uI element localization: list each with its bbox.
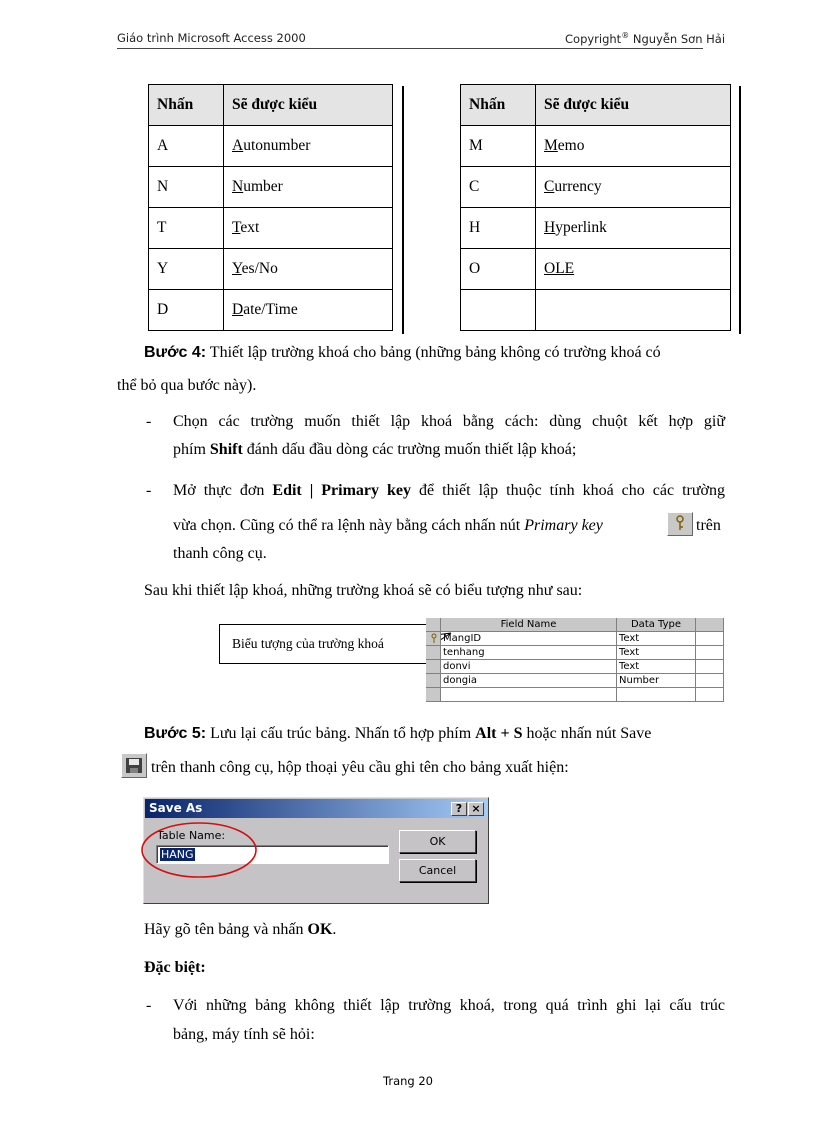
table-row bbox=[461, 126, 731, 167]
page-number: Trang 20 bbox=[383, 1074, 433, 1088]
table-header-cell: Nhấn bbox=[461, 85, 536, 126]
highlight-ellipse bbox=[139, 820, 261, 880]
key-table-right bbox=[460, 84, 731, 331]
table-header-cell: Nhấn bbox=[149, 85, 224, 126]
bullet3-line2: bảng, máy tính sẽ hỏi: bbox=[173, 1026, 315, 1043]
field-name-cell[interactable]: dongia bbox=[441, 674, 617, 688]
key-cell bbox=[461, 290, 536, 331]
grid-header-cell: Field Name bbox=[441, 618, 617, 632]
type-cell: Number bbox=[224, 167, 393, 208]
grid-cell bbox=[696, 688, 724, 702]
type-cell: Autonumber bbox=[224, 126, 393, 167]
bullet-dash: - bbox=[146, 997, 152, 1014]
field-grid bbox=[426, 618, 724, 706]
table-header-row bbox=[149, 85, 393, 126]
field-name-cell[interactable] bbox=[441, 688, 617, 702]
grid-cell bbox=[696, 646, 724, 660]
data-type-cell[interactable]: Number bbox=[617, 674, 696, 688]
after-dialog-text: Hãy gõ tên bảng và nhấn OK. bbox=[144, 921, 337, 938]
row-selector[interactable] bbox=[426, 688, 441, 702]
data-type-cell[interactable] bbox=[617, 688, 696, 702]
key-cell: C bbox=[461, 167, 536, 208]
type-cell: Text bbox=[224, 208, 393, 249]
key-cell: Y bbox=[149, 249, 224, 290]
grid-header-cell: Data Type bbox=[617, 618, 696, 632]
key-table-left bbox=[148, 84, 393, 331]
bullet2-line2-end: trên bbox=[696, 517, 721, 534]
data-type-cell[interactable]: Text bbox=[617, 660, 696, 674]
bullet3-line1: Với những bảng không thiết lập trường khoá, trong quá trình ghi lại cấu trúc bbox=[173, 997, 725, 1014]
key-cell: O bbox=[461, 249, 536, 290]
bullet2-line2: vừa chọn. Cũng có thể ra lệnh này bằng cách nhấn nút Primary key bbox=[173, 517, 603, 534]
bullet2-line3: thanh công cụ. bbox=[173, 545, 267, 562]
step4-line1: Bước 4: Thiết lập trường khoá cho bảng (những bảng không có trường khoá có bbox=[144, 344, 661, 361]
type-cell bbox=[536, 290, 731, 331]
table-name-value: HANG bbox=[161, 848, 194, 861]
step4-line2: thể bỏ qua bước này). bbox=[117, 377, 257, 394]
grid-corner bbox=[426, 618, 441, 632]
table-row bbox=[149, 126, 393, 167]
field-name-cell[interactable]: MangID bbox=[441, 632, 617, 646]
grid-header-cell bbox=[696, 618, 724, 632]
grid-cell bbox=[696, 674, 724, 688]
grid-cell bbox=[696, 632, 724, 646]
row-selector[interactable] bbox=[426, 660, 441, 674]
key-cell: H bbox=[461, 208, 536, 249]
floppy-disk-icon bbox=[122, 754, 146, 777]
step5-line2: trên thanh công cụ, hộp thoại yêu cầu ghi tên cho bảng xuất hiện: bbox=[151, 759, 569, 776]
save-toolbar-button[interactable] bbox=[121, 753, 147, 778]
bullet1-line2: phím Shift đánh dấu đầu dòng các trường muốn thiết lập khoá; bbox=[173, 441, 577, 458]
key-cell: D bbox=[149, 290, 224, 331]
dialog-title-bar bbox=[145, 799, 487, 818]
step5-line1: Bước 5: Lưu lại cấu trúc bảng. Nhấn tổ hợp phím Alt + S hoặc nhấn nút Save bbox=[144, 725, 652, 742]
type-cell: Memo bbox=[536, 126, 731, 167]
table-header-cell: Sẽ được kiểu bbox=[536, 85, 731, 126]
header-divider bbox=[117, 48, 703, 49]
row-selector[interactable] bbox=[426, 632, 441, 646]
table-row bbox=[461, 249, 731, 290]
grid-cell bbox=[696, 660, 724, 674]
header-right: Copyright® Nguyễn Sơn Hải bbox=[565, 31, 726, 46]
after-key-text: Sau khi thiết lập khoá, những trường khoá sẽ có biểu tượng như sau: bbox=[144, 582, 583, 599]
type-cell: Yes/No bbox=[224, 249, 393, 290]
key-icon bbox=[668, 513, 692, 535]
table-row bbox=[461, 167, 731, 208]
table-row bbox=[149, 208, 393, 249]
table-row bbox=[149, 167, 393, 208]
header-left: Giáo trình Microsoft Access 2000 bbox=[117, 31, 306, 45]
field-name-cell[interactable]: donvi bbox=[441, 660, 617, 674]
table-name-label: Table Name: bbox=[157, 829, 226, 842]
table-header-row bbox=[461, 85, 731, 126]
key-cell: M bbox=[461, 126, 536, 167]
primary-key-icon bbox=[428, 632, 440, 644]
special-heading: Đặc biệt: bbox=[144, 959, 206, 976]
table-shadow bbox=[739, 86, 741, 334]
data-type-cell[interactable]: Text bbox=[617, 646, 696, 660]
ok-button[interactable]: OK bbox=[399, 830, 476, 853]
row-selector[interactable] bbox=[426, 674, 441, 688]
bullet1-line1: Chọn các trường muốn thiết lập khoá bằng cách: dùng chuột kết hợp giữ bbox=[173, 413, 725, 430]
close-button[interactable]: × bbox=[468, 802, 484, 816]
table-row bbox=[149, 249, 393, 290]
type-cell: Currency bbox=[536, 167, 731, 208]
row-selector[interactable] bbox=[426, 646, 441, 660]
type-cell: OLE bbox=[536, 249, 731, 290]
key-cell: A bbox=[149, 126, 224, 167]
bullet-dash: - bbox=[146, 413, 152, 430]
dialog-title: Save As bbox=[149, 801, 203, 815]
help-button[interactable]: ? bbox=[451, 802, 467, 816]
table-row bbox=[461, 208, 731, 249]
key-icon-callout: Biểu tượng của trường khoá bbox=[219, 624, 429, 664]
cancel-button[interactable]: Cancel bbox=[399, 859, 476, 882]
data-type-cell[interactable]: Text bbox=[617, 632, 696, 646]
type-cell: Date/Time bbox=[224, 290, 393, 331]
key-cell: N bbox=[149, 167, 224, 208]
key-cell: T bbox=[149, 208, 224, 249]
table-row bbox=[149, 290, 393, 331]
field-name-cell[interactable]: tenhang bbox=[441, 646, 617, 660]
bullet2-line1: Mở thực đơn Edit | Primary key để thiết lập thuộc tính khoá cho các trường bbox=[173, 482, 726, 499]
type-cell: Hyperlink bbox=[536, 208, 731, 249]
bullet-dash: - bbox=[146, 482, 152, 499]
primary-key-toolbar-button[interactable] bbox=[667, 512, 693, 536]
table-shadow bbox=[402, 86, 404, 334]
table-row bbox=[461, 290, 731, 331]
table-header-cell: Sẽ được kiểu bbox=[224, 85, 393, 126]
